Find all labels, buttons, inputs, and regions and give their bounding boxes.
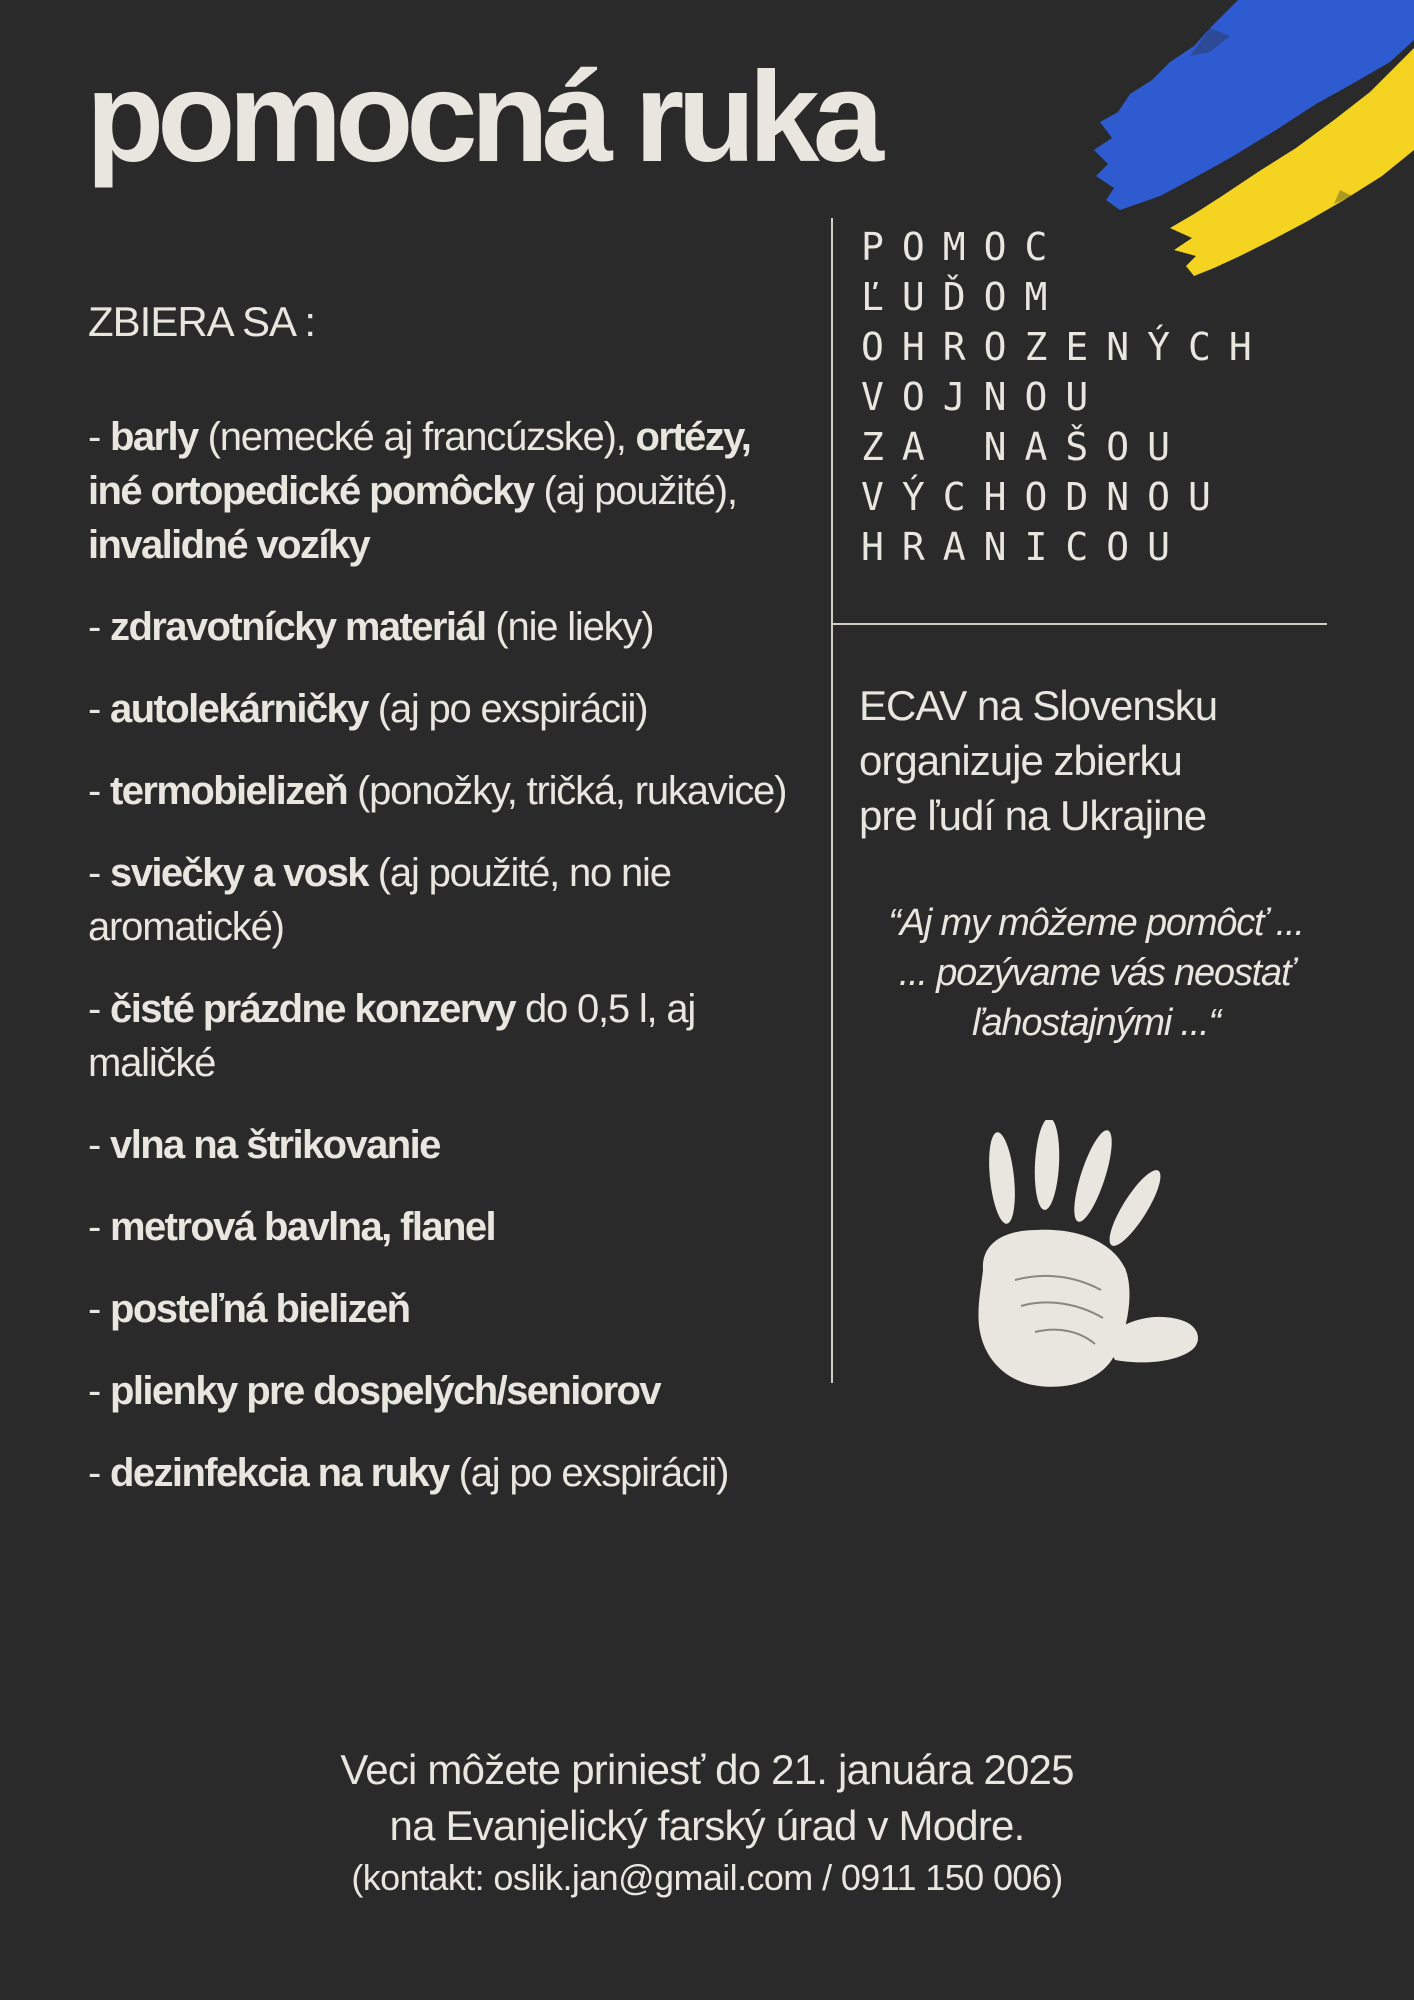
slogan-line: POMOC <box>861 225 1066 269</box>
horizontal-divider <box>831 623 1327 625</box>
item-note: - <box>88 605 111 649</box>
collection-item <box>88 982 808 1090</box>
organizer-text <box>859 678 1217 843</box>
item-name: ortézy, iné ortopedické pomôcky <box>88 415 751 513</box>
poster-title: pomocná ruka <box>86 46 877 189</box>
item-note: (aj použité), <box>533 469 737 513</box>
item-note: do 0,5 l, aj maličké <box>88 987 696 1085</box>
collection-item <box>88 1364 808 1418</box>
collection-item <box>88 682 808 736</box>
quote-line: ... pozývame vás neostať <box>898 952 1294 994</box>
item-note: - <box>88 769 111 813</box>
organizer-line: organizuje zbierku <box>859 737 1182 784</box>
organizer-line: ECAV na Slovensku <box>859 682 1218 729</box>
footer <box>0 1742 1414 1902</box>
item-name: čisté prázdne konzervy <box>110 987 516 1031</box>
slogan-line: ĽUĎOM <box>861 275 1066 319</box>
collection-item <box>88 764 808 818</box>
collection-item <box>88 1446 808 1500</box>
collection-item <box>88 846 808 954</box>
collection-item <box>88 600 808 654</box>
quote-line: “Aj my môžeme pomôcť ... <box>888 902 1304 944</box>
item-name: barly <box>110 415 198 459</box>
slogan-block <box>861 222 1270 572</box>
item-name: posteľná bielizeň <box>110 1287 410 1331</box>
collection-item <box>88 410 808 572</box>
item-note: - <box>88 1369 111 1413</box>
slogan-line: VÝCHODNOU <box>861 475 1229 519</box>
slogan-line: OHROZENÝCH <box>861 325 1270 369</box>
item-note: - <box>88 687 111 731</box>
item-name: invalidné vozíky <box>88 523 370 567</box>
item-name: termobielizeň <box>110 769 348 813</box>
footer-contact-line: (kontakt: oslik.jan@gmail.com / 0911 150 006) <box>351 1857 1063 1898</box>
vertical-divider <box>831 218 833 1383</box>
item-note: (nemecké aj francúzske), <box>197 415 636 459</box>
item-name: dezinfekcia na ruky <box>110 1451 449 1495</box>
quote-line: ľahostajnými ...“ <box>972 1002 1220 1044</box>
item-name: metrová bavlna, flanel <box>110 1205 496 1249</box>
quote-text <box>836 898 1356 1048</box>
footer-place-line: na Evanjelický farský úrad v Modre. <box>389 1802 1025 1849</box>
item-note: - <box>88 987 111 1031</box>
item-note: - <box>88 415 111 459</box>
item-note: (aj použité, no nie aromatické) <box>88 851 671 949</box>
item-name: zdravotnícky materiál <box>110 605 486 649</box>
item-name: vlna na štrikovanie <box>110 1123 440 1167</box>
item-note: (nie lieky) <box>485 605 654 649</box>
collection-items-list <box>88 410 808 1528</box>
item-note: (aj po exspirácii) <box>448 1451 729 1495</box>
item-note: - <box>88 851 111 895</box>
collection-item <box>88 1118 808 1172</box>
item-name: autolekárničky <box>110 687 368 731</box>
collect-heading: ZBIERA SA : <box>88 298 316 345</box>
slogan-line: HRANICOU <box>861 525 1189 569</box>
item-name: sviečky a vosk <box>110 851 368 895</box>
slogan-line: VOJNOU <box>861 375 1107 419</box>
footer-date-line: Veci môžete priniesť do 21. januára 2025 <box>340 1746 1074 1793</box>
hand-print-icon <box>975 1120 1205 1390</box>
item-note: - <box>88 1451 111 1495</box>
item-note: (ponožky, tričká, rukavice) <box>347 769 787 813</box>
item-note: - <box>88 1205 111 1249</box>
organizer-line: pre ľudí na Ukrajine <box>859 792 1207 839</box>
item-name: plienky pre dospelých/seniorov <box>110 1369 661 1413</box>
collection-item <box>88 1200 808 1254</box>
item-note: (aj po exspirácii) <box>367 687 648 731</box>
slogan-line: ZA NAŠOU <box>861 425 1189 469</box>
item-note: - <box>88 1123 111 1167</box>
collection-item <box>88 1282 808 1336</box>
item-note: - <box>88 1287 111 1331</box>
